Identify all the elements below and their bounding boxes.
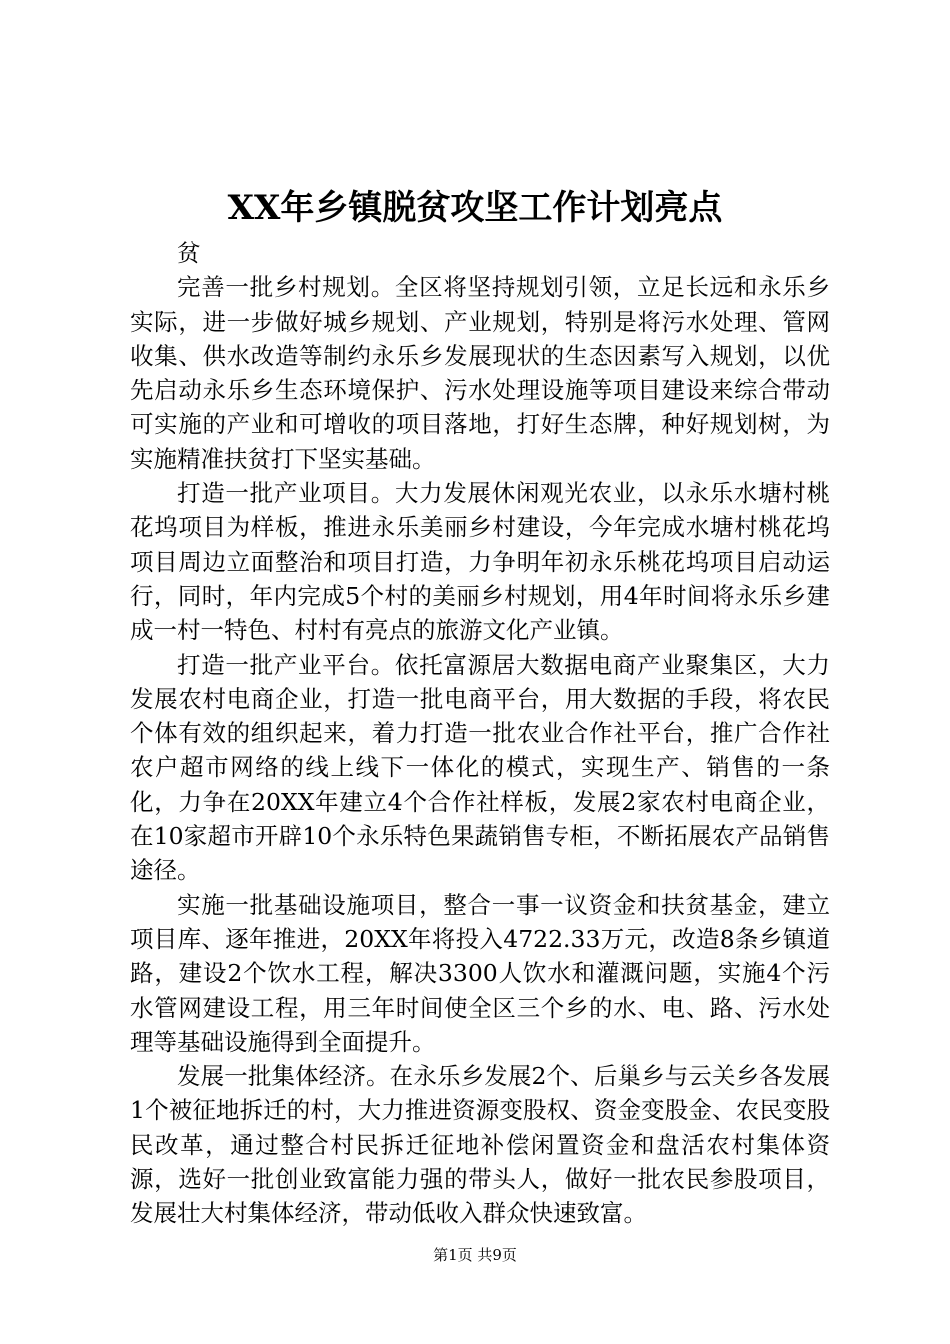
- document-body: [130, 236, 830, 1231]
- paragraph-heading-fragment: 贫: [177, 239, 201, 267]
- paragraph-collective-economy: 发展一批集体经济。在永乐乡发展2个、后巢乡与云关乡各发展1个被征地拆迁的村，大力推进资源变股权、资金变股金、农民变股民改革，通过整合村民拆迁征地补偿闲置资金和盘活农村集体资源，选好一批创业致富能力强的带头人，做好一批农民参股项目，发展壮大村集体经济，带动低收入群众快速致富。: [130, 1062, 830, 1228]
- paragraph-village-planning: 完善一批乡村规划。全区将坚持规划引领，立足长远和永乐乡实际，进一步做好城乡规划、产业规划，特别是将污水处理、管网收集、供水改造等制约永乐乡发展现状的生态因素写入规划，以优先启动永乐乡生态环境保护、污水处理设施等项目建设来综合带动可实施的产业和可增收的项目落地，打好生态牌，种好规划树，为实施精准扶贫打下坚实基础。: [130, 273, 830, 473]
- page-footer: 第1页 共9页: [433, 1246, 517, 1264]
- paragraph-industry-projects: 打造一批产业项目。大力发展休闲观光农业，以永乐水塘村桃花坞项目为样板，推进永乐美丽乡村建设，今年完成水塘村桃花坞项目周边立面整治和项目打造，力争明年初永乐桃花坞项目启动运行，同时，年内完成5个村的美丽乡村规划，用4年时间将永乐乡建成一村一特色、村村有亮点的旅游文化产业镇。: [130, 479, 830, 645]
- paragraph-industry-platforms: 打造一批产业平台。依托富源居大数据电商产业聚集区，大力发展农村电商企业，打造一批电商平台，用大数据的手段，将农民个体有效的组织起来，着力打造一批农业合作社平台，推广合作社农户超市网络的线上线下一体化的模式，实现生产、销售的一条化，力争在20XX年建立4个合作社样板，发展2家农村电商企业，在10家超市开辟10个永乐特色果蔬销售专柜，不断拓展农产品销售途径。: [130, 650, 830, 885]
- document-title: XX年乡镇脱贫攻坚工作计划亮点: [227, 188, 723, 228]
- paragraph-infrastructure: 实施一批基础设施项目，整合一事一议资金和扶贫基金，建立项目库、逐年推进，20XX年将投入4722.33万元，改造8条乡镇道路，建设2个饮水工程，解决3300人饮水和灌溉问题，实施4个污水管网建设工程，用三年时间使全区三个乡的水、电、路、污水处理等基础设施得到全面提升。: [130, 890, 830, 1056]
